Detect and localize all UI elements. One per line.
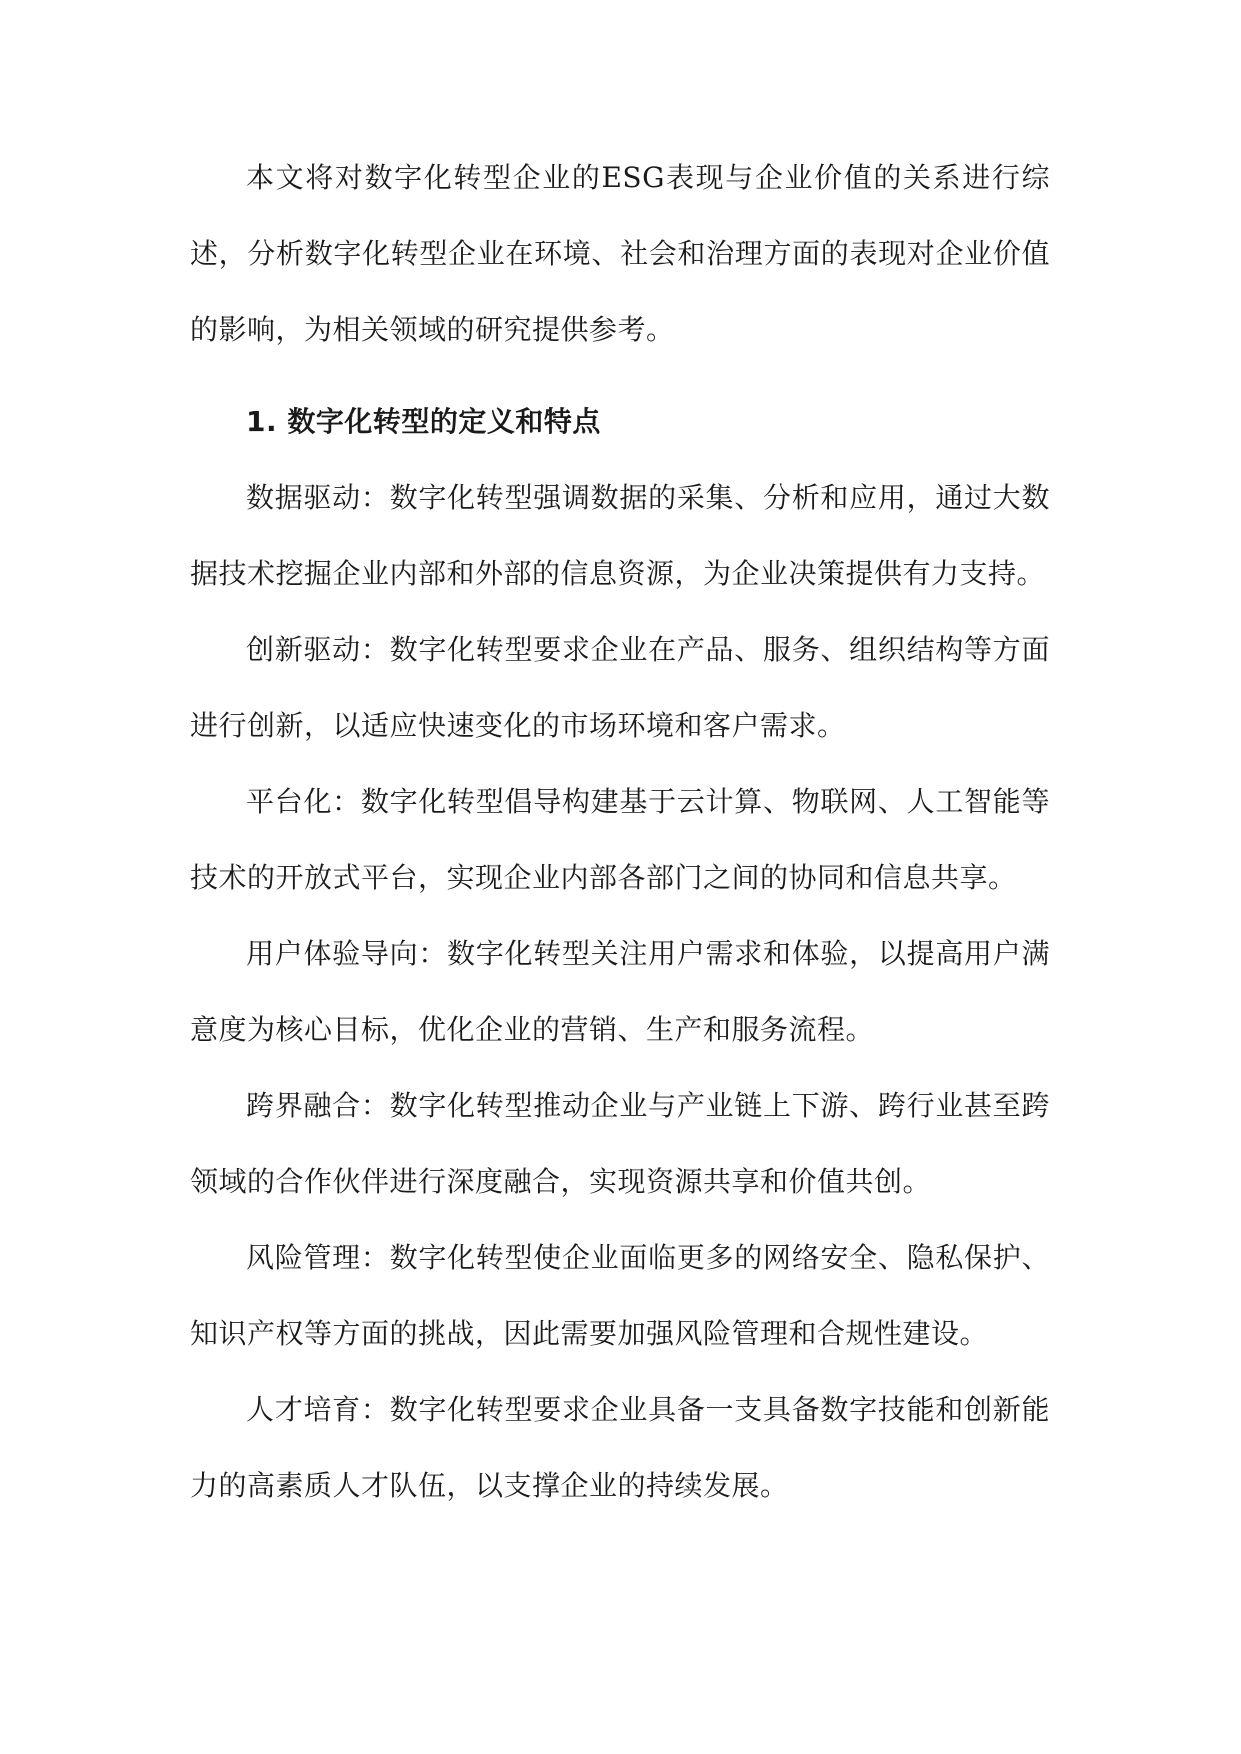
paragraph-data-driven: 数据驱动：数字化转型强调数据的采集、分析和应用，通过大数据技术挖掘企业内部和外部的信息资源，为企业决策提供有力支持。 xyxy=(190,481,1050,590)
paragraph-innovation-driven: 创新驱动：数字化转型要求企业在产品、服务、组织结构等方面进行创新，以适应快速变化的市场环境和客户需求。 xyxy=(190,633,1050,742)
paragraph-user-experience: 用户体验导向：数字化转型关注用户需求和体验，以提高用户满意度为核心目标，优化企业的营销、生产和服务流程。 xyxy=(190,937,1050,1046)
intro-paragraph: 本文将对数字化转型企业的ESG表现与企业价值的关系进行综述，分析数字化转型企业在环境、社会和治理方面的表现对企业价值的影响，为相关领域的研究提供参考。 xyxy=(190,161,1050,346)
paragraph-platform: 平台化：数字化转型倡导构建基于云计算、物联网、人工智能等技术的开放式平台，实现企业内部各部门之间的协同和信息共享。 xyxy=(190,785,1050,894)
section-heading: 1. 数字化转型的定义和特点 xyxy=(246,405,601,438)
section-spacer xyxy=(190,368,1050,384)
paragraph-talent: 人才培育：数字化转型要求企业具备一支具备数字技能和创新能力的高素质人才队伍，以支撑企业的持续发展。 xyxy=(190,1393,1050,1502)
document-body xyxy=(190,140,1050,1524)
paragraph-risk-management: 风险管理：数字化转型使企业面临更多的网络安全、隐私保护、知识产权等方面的挑战，因此需要加强风险管理和合规性建设。 xyxy=(190,1241,1050,1350)
paragraph-cross-border: 跨界融合：数字化转型推动企业与产业链上下游、跨行业甚至跨领域的合作伙伴进行深度融合，实现资源共享和价值共创。 xyxy=(190,1089,1050,1198)
